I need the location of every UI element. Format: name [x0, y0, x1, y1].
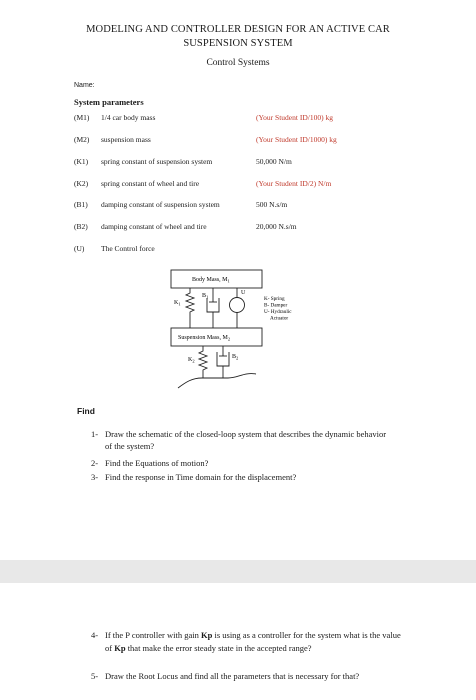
param-desc: damping constant of suspension system: [101, 200, 220, 209]
param-code: (K2): [74, 179, 89, 188]
param-desc: The Control force: [101, 244, 155, 253]
k2-label: $K_2$: [188, 357, 195, 364]
legend-spring: K- Spring: [264, 296, 285, 302]
param-code: (B2): [74, 222, 88, 231]
spring-k2-icon: [199, 346, 207, 378]
param-value: (Your Student ID/1000) kg: [256, 135, 337, 144]
legend-hydraulic: U- Hydraulic: [264, 309, 292, 315]
param-value: 500 N.s/m: [256, 200, 288, 209]
suspension-diagram: [160, 268, 330, 392]
system-parameters-heading: System parameters: [74, 97, 144, 107]
b2-label: $B_2$: [232, 354, 239, 361]
spring-k1-icon: [186, 288, 194, 328]
document-page-2: 4- If the P controller with gain Kp is using as a controller for the system what is the value of Kp that make the error steady state in the accepted range? 5- Draw the Root Locus and find all the parameters that is necessary for that?: [0, 583, 476, 700]
document-page-1: MODELING AND CONTROLLER DESIGN FOR AN ACTIVE CAR SUSPENSION SYSTEM Control Systems Name: System parameters (M1) 1/4 car body mass (Your Student ID/100) kg (M2) suspension mass (Your Student ID/1000) kg (K1) spring constant of suspension system 50,000 N/m (K2) spring constant of wheel and tire (Your Student ID/2) N/m (B1) damping constant of suspension system 500 N.s/m (B2) damping constant of wheel and tire 20,000 N.s/m (U) The Control force Body Mass, $M_1$ $K_1$ $B_1$ U K- Spring B- Damper U- Hydraulic Actuator Suspension Mass, $M_2$ $K_2$ $B_2$ Find 1- Draw the schematic of the closed-loop system that describes the dynamic behavior of the system? 2- Find the Equations of motion? 3- Find the response in Time domain for the displacement?: [0, 0, 476, 560]
param-desc: suspension mass: [101, 135, 151, 144]
doc-title-line2: SUSPENSION SYSTEM: [183, 38, 293, 49]
u-label: U: [241, 290, 246, 296]
param-desc: damping constant of wheel and tire: [101, 222, 207, 231]
find-heading: Find: [77, 406, 95, 416]
param-value: (Your Student ID/2) N/m: [256, 179, 332, 188]
doc-title-line1: MODELING AND CONTROLLER DESIGN FOR AN ACTIVE CAR: [86, 24, 390, 35]
param-code: (B1): [74, 200, 88, 209]
param-desc: spring constant of wheel and tire: [101, 179, 200, 188]
param-value: 50,000 N/m: [256, 157, 292, 166]
road-surface-icon: [178, 374, 256, 388]
param-code: (U): [74, 244, 85, 253]
param-value: 20,000 N.s/m: [256, 222, 297, 231]
b1-label: $B_1$: [202, 293, 209, 300]
param-desc: spring constant of suspension system: [101, 157, 213, 166]
suspension-mass-label: Suspension Mass, $M_2$: [178, 335, 231, 342]
k1-label: $K_1$: [174, 300, 181, 307]
param-desc: 1/4 car body mass: [101, 113, 156, 122]
name-label: Name:: [74, 82, 95, 89]
param-code: (K1): [74, 157, 89, 166]
actuator-u-icon: [230, 298, 245, 313]
body-mass-label: Body Mass, $M_1$: [192, 277, 230, 284]
legend-actuator: Actuator: [270, 315, 289, 322]
param-code: (M1): [74, 113, 90, 122]
doc-subtitle: Control Systems: [206, 58, 270, 68]
param-code: (M2): [74, 135, 90, 144]
legend-damper: B- Damper: [264, 302, 288, 309]
param-value: (Your Student ID/100) kg: [256, 113, 333, 122]
